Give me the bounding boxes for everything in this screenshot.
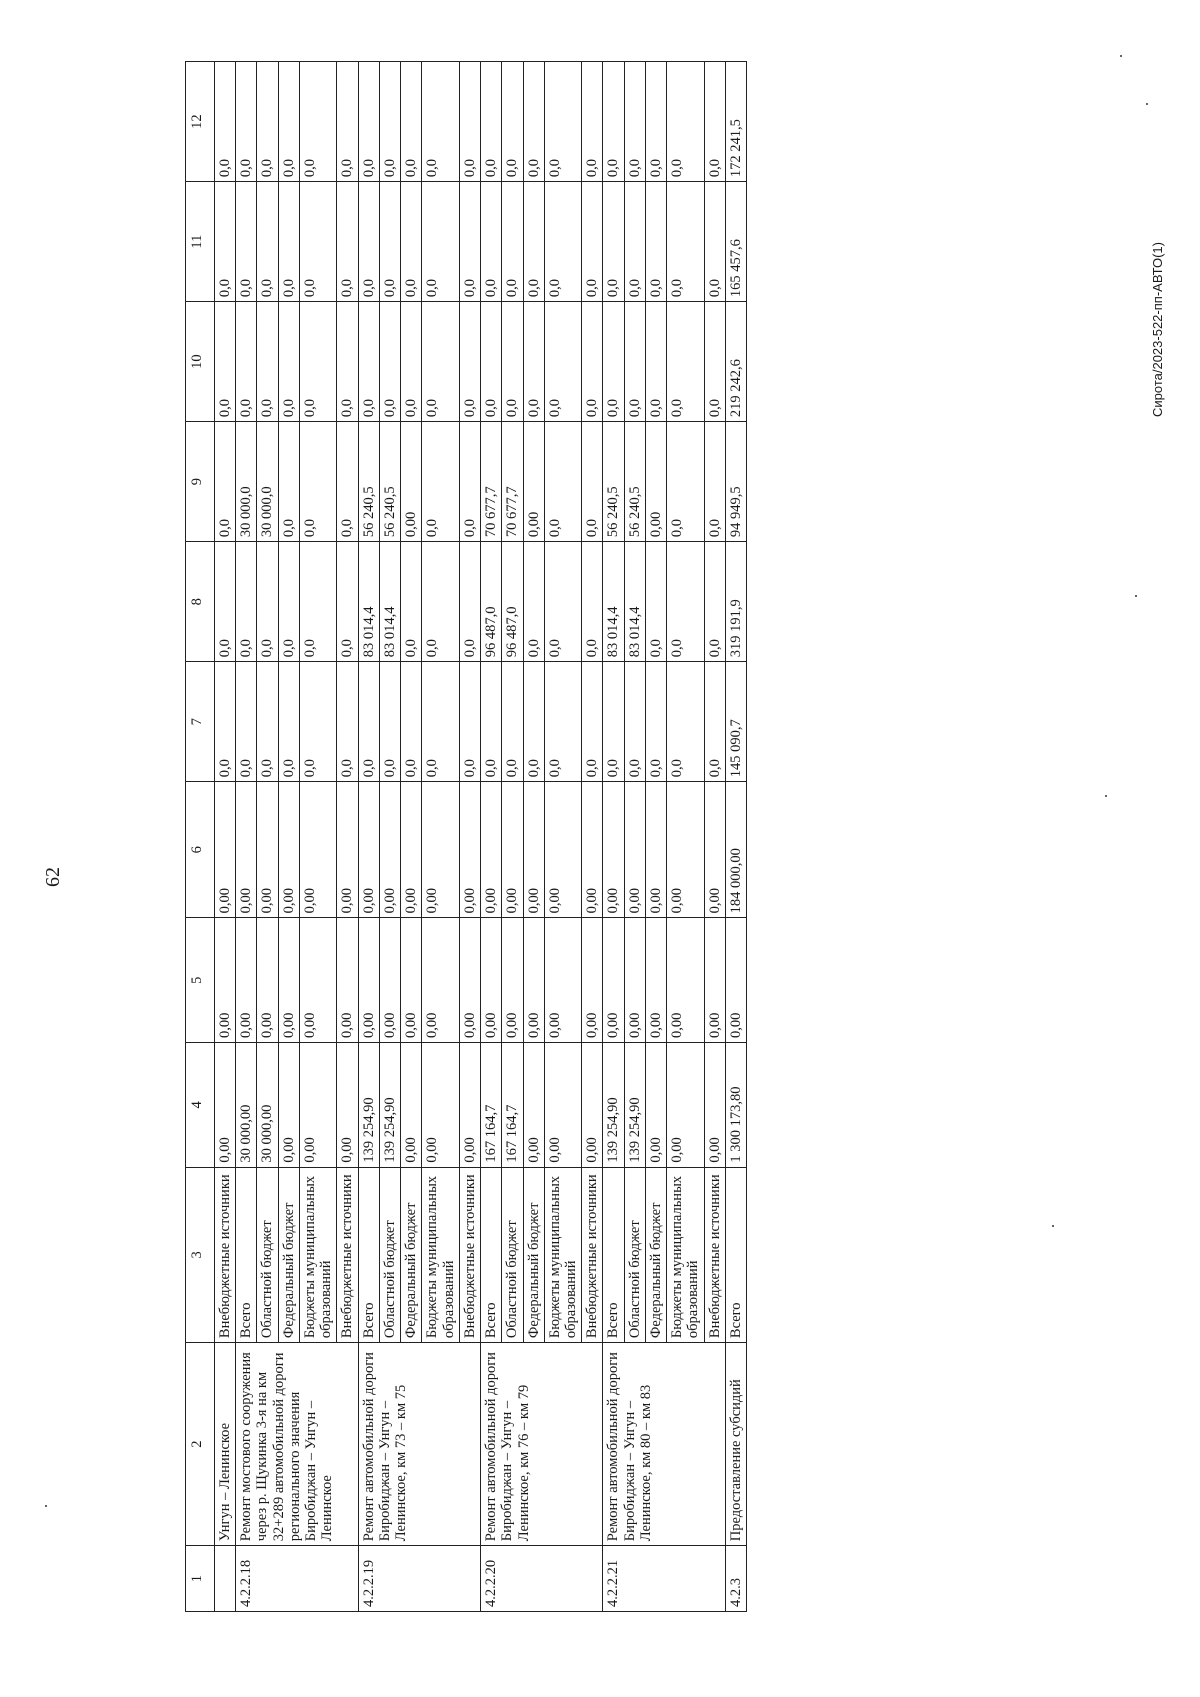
value-cell: 0,00 — [215, 1043, 236, 1168]
value-cell: 0,0 — [236, 662, 257, 782]
value-cell: 0,0 — [704, 302, 725, 422]
value-cell: 0,00 — [401, 1043, 422, 1168]
value-cell: 0,0 — [523, 542, 544, 662]
value-cell: 0,0 — [459, 302, 480, 422]
value-cell: 0,0 — [544, 662, 581, 782]
source-cell: Всего — [236, 1167, 257, 1342]
source-cell: Федеральный бюджет — [278, 1167, 299, 1342]
value-cell: 0,0 — [358, 182, 379, 302]
value-cell: 0,00 — [544, 918, 581, 1043]
value-cell: 0,00 — [523, 918, 544, 1043]
value-cell: 0,00 — [299, 918, 336, 1043]
value-cell: 0,0 — [337, 62, 358, 182]
value-cell: 0,0 — [379, 662, 400, 782]
value-cell: 167 164,7 — [502, 1043, 523, 1168]
column-header: 6 — [186, 782, 215, 918]
code-cell: 4.2.2.20 — [481, 1546, 603, 1612]
value-cell: 0,00 — [257, 782, 278, 918]
value-cell: 0,00 — [624, 782, 645, 918]
value-cell: 0,0 — [215, 422, 236, 542]
value-cell: 0,00 — [299, 782, 336, 918]
value-cell: 0,0 — [481, 662, 502, 782]
value-cell: 0,0 — [624, 182, 645, 302]
value-cell: 184 000,00 — [725, 782, 746, 918]
value-cell: 0,00 — [582, 1043, 603, 1168]
value-cell: 0,00 — [401, 918, 422, 1043]
value-cell: 0,00 — [422, 918, 459, 1043]
value-cell: 0,0 — [299, 662, 336, 782]
value-cell: 0,00 — [667, 1043, 704, 1168]
source-cell: Внебюджетные источники — [459, 1167, 480, 1342]
name-cell: Ремонт мостового сооружения через р. Щукинка 3-я на км 32+289 автомобильной дороги регионального значения Биробиджан – Унгун – Ленинское — [236, 1343, 358, 1546]
value-cell: 0,0 — [502, 662, 523, 782]
value-cell: 0,00 — [481, 918, 502, 1043]
column-header: 3 — [186, 1167, 215, 1342]
value-cell: 56 240,5 — [379, 422, 400, 542]
value-cell: 0,0 — [278, 182, 299, 302]
value-cell: 0,0 — [379, 62, 400, 182]
value-cell: 0,0 — [299, 182, 336, 302]
value-cell: 0,0 — [215, 302, 236, 422]
value-cell: 0,00 — [582, 782, 603, 918]
value-cell: 0,0 — [523, 62, 544, 182]
value-cell: 0,00 — [523, 782, 544, 918]
column-header: 9 — [186, 422, 215, 542]
value-cell: 0,0 — [667, 302, 704, 422]
value-cell: 0,0 — [667, 182, 704, 302]
value-cell: 0,00 — [459, 1043, 480, 1168]
value-cell: 0,0 — [422, 182, 459, 302]
value-cell: 0,0 — [236, 542, 257, 662]
value-cell: 0,00 — [502, 918, 523, 1043]
source-cell: Федеральный бюджет — [401, 1167, 422, 1342]
source-cell: Федеральный бюджет — [523, 1167, 544, 1342]
value-cell: 139 254,90 — [358, 1043, 379, 1168]
scan-speck — [1052, 1225, 1054, 1227]
value-cell: 0,0 — [523, 182, 544, 302]
value-cell: 0,00 — [502, 782, 523, 918]
value-cell: 0,0 — [624, 662, 645, 782]
value-cell: 0,0 — [582, 182, 603, 302]
value-cell: 30 000,0 — [236, 422, 257, 542]
table-row — [358, 62, 379, 1612]
value-cell: 0,0 — [704, 662, 725, 782]
value-cell: 0,0 — [379, 182, 400, 302]
source-cell: Внебюджетные источники — [704, 1167, 725, 1342]
value-cell: 56 240,5 — [624, 422, 645, 542]
value-cell: 0,0 — [215, 542, 236, 662]
value-cell: 0,00 — [358, 918, 379, 1043]
value-cell: 0,0 — [544, 422, 581, 542]
value-cell: 0,0 — [544, 182, 581, 302]
column-header: 2 — [186, 1343, 215, 1546]
name-cell: Ремонт автомобильной дороги Биробиджан – Унгун – Ленинское, км 80 – км 83 — [603, 1343, 725, 1546]
value-cell: 0,0 — [523, 662, 544, 782]
column-header: 11 — [186, 182, 215, 302]
value-cell: 0,0 — [422, 542, 459, 662]
value-cell: 30 000,00 — [236, 1043, 257, 1168]
value-cell: 0,0 — [337, 422, 358, 542]
value-cell: 0,0 — [379, 302, 400, 422]
column-header: 10 — [186, 302, 215, 422]
value-cell: 0,0 — [582, 662, 603, 782]
value-cell: 0,0 — [257, 182, 278, 302]
value-cell: 139 254,90 — [603, 1043, 624, 1168]
value-cell: 0,0 — [278, 662, 299, 782]
value-cell: 0,0 — [278, 422, 299, 542]
value-cell: 0,0 — [401, 302, 422, 422]
value-cell: 0,0 — [299, 542, 336, 662]
source-cell: Областной бюджет — [257, 1167, 278, 1342]
value-cell: 0,0 — [502, 62, 523, 182]
value-cell: 56 240,5 — [358, 422, 379, 542]
value-cell: 165 457,6 — [725, 182, 746, 302]
value-cell: 0,0 — [337, 182, 358, 302]
value-cell: 0,0 — [645, 182, 666, 302]
code-cell: 4.2.3 — [725, 1546, 746, 1612]
value-cell: 0,0 — [422, 62, 459, 182]
value-cell: 1 300 173,80 — [725, 1043, 746, 1168]
value-cell: 0,0 — [401, 542, 422, 662]
value-cell: 319 191,9 — [725, 542, 746, 662]
value-cell: 0,00 — [379, 918, 400, 1043]
value-cell: 0,0 — [401, 62, 422, 182]
value-cell: 0,0 — [603, 662, 624, 782]
value-cell: 0,0 — [459, 662, 480, 782]
value-cell: 0,00 — [278, 1043, 299, 1168]
budget-table — [185, 61, 747, 1612]
value-cell: 0,00 — [725, 918, 746, 1043]
table-row — [236, 62, 257, 1612]
name-cell: Ремонт автомобильной дороги Биробиджан – Унгун – Ленинское, км 73 – км 75 — [358, 1343, 480, 1546]
value-cell: 0,00 — [337, 918, 358, 1043]
value-cell: 0,00 — [422, 782, 459, 918]
value-cell: 0,0 — [459, 422, 480, 542]
value-cell: 0,0 — [645, 542, 666, 662]
code-cell: 4.2.2.21 — [603, 1546, 725, 1612]
value-cell: 0,0 — [667, 422, 704, 542]
value-cell: 0,0 — [645, 302, 666, 422]
value-cell: 0,00 — [523, 1043, 544, 1168]
value-cell: 0,0 — [704, 62, 725, 182]
code-cell — [215, 1546, 236, 1612]
value-cell: 0,0 — [704, 542, 725, 662]
value-cell: 0,0 — [645, 62, 666, 182]
value-cell: 0,0 — [704, 422, 725, 542]
value-cell: 0,0 — [278, 62, 299, 182]
value-cell: 0,00 — [603, 782, 624, 918]
value-cell: 0,0 — [603, 62, 624, 182]
value-cell: 0,00 — [236, 918, 257, 1043]
value-cell: 0,00 — [544, 782, 581, 918]
value-cell: 0,00 — [459, 918, 480, 1043]
value-cell: 0,00 — [401, 782, 422, 918]
value-cell: 0,0 — [422, 302, 459, 422]
value-cell: 139 254,90 — [624, 1043, 645, 1168]
value-cell: 96 487,0 — [502, 542, 523, 662]
value-cell: 0,00 — [257, 918, 278, 1043]
value-cell: 0,0 — [358, 302, 379, 422]
value-cell: 83 014,4 — [358, 542, 379, 662]
source-cell: Федеральный бюджет — [645, 1167, 666, 1342]
value-cell: 30 000,0 — [257, 422, 278, 542]
value-cell: 0,0 — [422, 662, 459, 782]
value-cell: 0,00 — [278, 782, 299, 918]
value-cell: 30 000,00 — [257, 1043, 278, 1168]
value-cell: 0,0 — [582, 422, 603, 542]
value-cell: 0,00 — [544, 1043, 581, 1168]
value-cell: 0,0 — [422, 422, 459, 542]
table-row — [481, 62, 502, 1612]
scan-speck — [1135, 595, 1137, 597]
value-cell: 0,00 — [401, 422, 422, 542]
value-cell: 0,0 — [582, 62, 603, 182]
source-cell: Областной бюджет — [379, 1167, 400, 1342]
value-cell: 219 242,6 — [725, 302, 746, 422]
value-cell: 0,0 — [236, 302, 257, 422]
value-cell: 0,0 — [645, 662, 666, 782]
value-cell: 0,0 — [544, 62, 581, 182]
scan-speck — [1120, 55, 1122, 57]
value-cell: 0,00 — [299, 1043, 336, 1168]
value-cell: 0,00 — [603, 918, 624, 1043]
column-header: 7 — [186, 662, 215, 782]
value-cell: 56 240,5 — [603, 422, 624, 542]
value-cell: 0,00 — [337, 1043, 358, 1168]
value-cell: 0,00 — [481, 782, 502, 918]
value-cell: 0,0 — [704, 182, 725, 302]
value-cell: 0,00 — [645, 422, 666, 542]
source-cell: Всего — [358, 1167, 379, 1342]
page-number: 62 — [42, 867, 64, 887]
value-cell: 0,00 — [704, 782, 725, 918]
source-cell: Внебюджетные источники — [215, 1167, 236, 1342]
name-cell: Ремонт автомобильной дороги Биробиджан – Унгун – Ленинское, км 76 – км 79 — [481, 1343, 603, 1546]
code-cell: 4.2.2.18 — [236, 1546, 358, 1612]
value-cell: 0,0 — [358, 662, 379, 782]
source-cell: Внебюджетные источники — [337, 1167, 358, 1342]
value-cell: 70 677,7 — [502, 422, 523, 542]
table-body — [215, 62, 747, 1612]
value-cell: 0,0 — [215, 182, 236, 302]
column-header: 5 — [186, 918, 215, 1043]
value-cell: 0,0 — [278, 542, 299, 662]
value-cell: 0,0 — [299, 422, 336, 542]
value-cell: 0,0 — [401, 662, 422, 782]
value-cell: 0,0 — [603, 302, 624, 422]
value-cell: 83 014,4 — [603, 542, 624, 662]
value-cell: 0,0 — [603, 182, 624, 302]
value-cell: 0,0 — [502, 182, 523, 302]
column-header: 4 — [186, 1043, 215, 1168]
source-cell: Бюджеты муниципальных образований — [299, 1167, 336, 1342]
value-cell: 0,0 — [481, 62, 502, 182]
source-cell: Бюджеты муниципальных образований — [667, 1167, 704, 1342]
value-cell: 0,0 — [257, 302, 278, 422]
table-row — [215, 62, 236, 1612]
value-cell: 0,0 — [299, 302, 336, 422]
value-cell: 94 949,5 — [725, 422, 746, 542]
column-header: 1 — [186, 1546, 215, 1612]
value-cell: 0,00 — [645, 918, 666, 1043]
value-cell: 0,0 — [502, 302, 523, 422]
value-cell: 0,00 — [459, 782, 480, 918]
value-cell: 0,00 — [667, 918, 704, 1043]
value-cell: 0,0 — [481, 302, 502, 422]
value-cell: 0,0 — [337, 662, 358, 782]
value-cell: 0,00 — [582, 918, 603, 1043]
value-cell: 0,0 — [337, 302, 358, 422]
value-cell: 0,00 — [667, 782, 704, 918]
value-cell: 0,0 — [337, 542, 358, 662]
name-cell: Унгун – Ленинское — [215, 1343, 236, 1546]
value-cell: 0,0 — [358, 62, 379, 182]
value-cell: 0,0 — [582, 542, 603, 662]
value-cell: 0,0 — [257, 542, 278, 662]
value-cell: 0,0 — [667, 62, 704, 182]
source-cell: Всего — [603, 1167, 624, 1342]
value-cell: 0,0 — [667, 662, 704, 782]
value-cell: 83 014,4 — [379, 542, 400, 662]
value-cell: 0,00 — [704, 1043, 725, 1168]
value-cell: 0,00 — [215, 918, 236, 1043]
source-cell: Областной бюджет — [624, 1167, 645, 1342]
value-cell: 0,00 — [337, 782, 358, 918]
scan-speck — [45, 1505, 47, 1507]
value-cell: 0,0 — [523, 302, 544, 422]
source-cell: Всего — [725, 1167, 746, 1342]
value-cell: 0,00 — [422, 1043, 459, 1168]
value-cell: 0,0 — [624, 302, 645, 422]
source-cell: Бюджеты муниципальных образований — [544, 1167, 581, 1342]
value-cell: 0,0 — [215, 62, 236, 182]
value-cell: 139 254,90 — [379, 1043, 400, 1168]
value-cell: 0,0 — [481, 182, 502, 302]
value-cell: 0,00 — [523, 422, 544, 542]
value-cell: 0,0 — [236, 182, 257, 302]
value-cell: 0,00 — [278, 918, 299, 1043]
value-cell: 145 090,7 — [725, 662, 746, 782]
value-cell: 0,0 — [236, 62, 257, 182]
value-cell: 0,00 — [645, 1043, 666, 1168]
value-cell: 0,0 — [459, 62, 480, 182]
value-cell: 0,00 — [645, 782, 666, 918]
value-cell: 0,0 — [667, 542, 704, 662]
name-cell: Предоставление субсидий — [725, 1343, 746, 1546]
value-cell: 0,00 — [236, 782, 257, 918]
value-cell: 0,00 — [704, 918, 725, 1043]
document-footer: Сирота/2023-522-пп-АВТО(1) — [1150, 242, 1165, 417]
value-cell: 0,0 — [401, 182, 422, 302]
code-cell: 4.2.2.19 — [358, 1546, 480, 1612]
value-cell: 0,0 — [544, 542, 581, 662]
value-cell: 0,0 — [624, 62, 645, 182]
value-cell: 0,0 — [257, 662, 278, 782]
source-cell: Областной бюджет — [502, 1167, 523, 1342]
value-cell: 0,00 — [624, 918, 645, 1043]
value-cell: 0,00 — [215, 782, 236, 918]
header-row — [186, 62, 215, 1612]
value-cell: 0,0 — [278, 302, 299, 422]
scan-speck — [1146, 103, 1148, 105]
table-row — [603, 62, 624, 1612]
column-header: 12 — [186, 62, 215, 182]
value-cell: 70 677,7 — [481, 422, 502, 542]
value-cell: 0,0 — [582, 302, 603, 422]
source-cell: Всего — [481, 1167, 502, 1342]
source-cell: Бюджеты муниципальных образований — [422, 1167, 459, 1342]
value-cell: 0,00 — [379, 782, 400, 918]
value-cell: 83 014,4 — [624, 542, 645, 662]
value-cell: 0,00 — [358, 782, 379, 918]
value-cell: 0,0 — [299, 62, 336, 182]
value-cell: 0,0 — [459, 542, 480, 662]
value-cell: 0,0 — [215, 662, 236, 782]
value-cell: 0,0 — [459, 182, 480, 302]
value-cell: 96 487,0 — [481, 542, 502, 662]
value-cell: 167 164,7 — [481, 1043, 502, 1168]
scan-speck — [1105, 795, 1107, 797]
column-header: 8 — [186, 542, 215, 662]
value-cell: 172 241,5 — [725, 62, 746, 182]
source-cell: Внебюджетные источники — [582, 1167, 603, 1342]
value-cell: 0,0 — [257, 62, 278, 182]
table-row-total — [725, 62, 746, 1612]
value-cell: 0,0 — [544, 302, 581, 422]
